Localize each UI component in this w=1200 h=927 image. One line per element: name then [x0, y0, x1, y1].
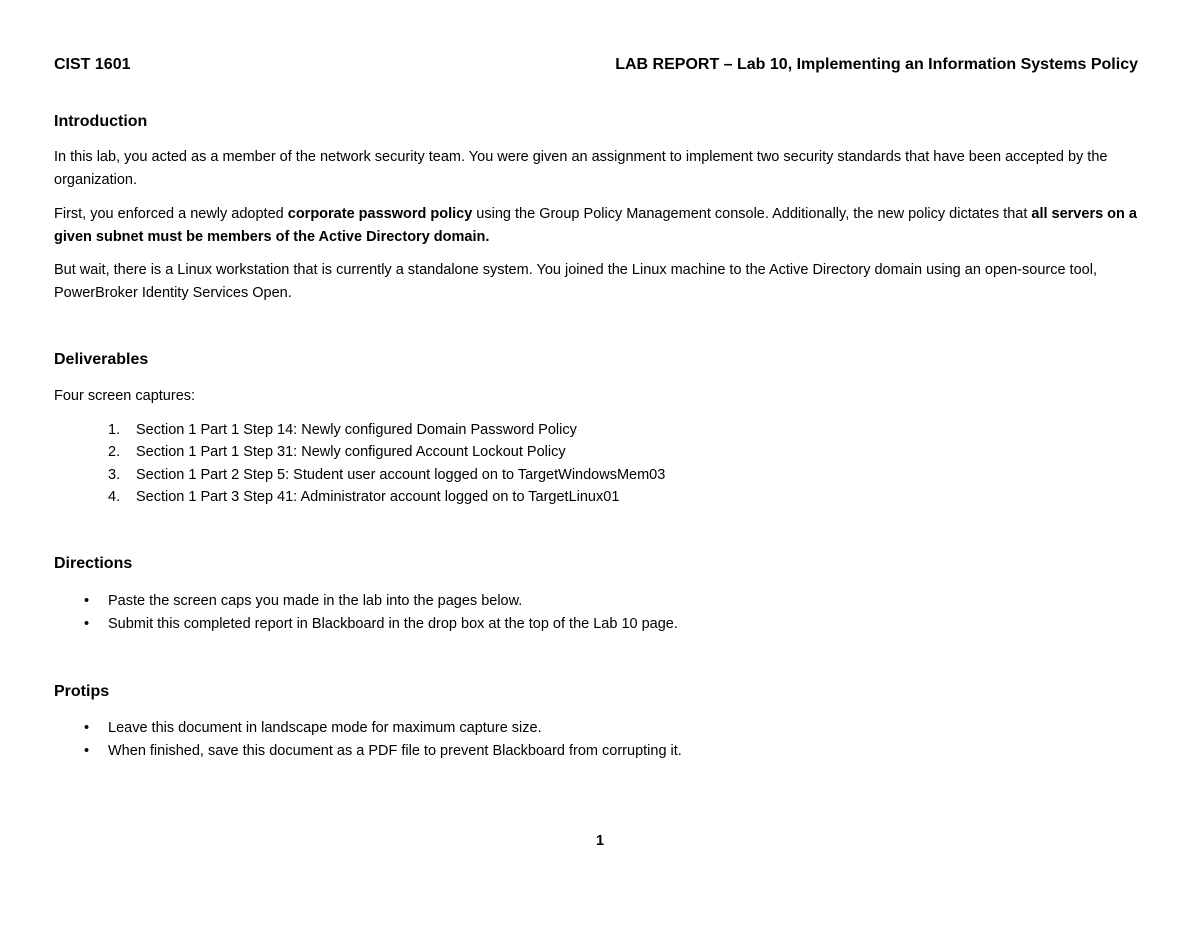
list-item-text: Paste the screen caps you made in the lab into the pages below.	[108, 593, 523, 609]
directions-heading: Directions	[54, 555, 133, 572]
page-header	[54, 56, 1138, 74]
report-title: LAB REPORT – Lab 10, Implementing an Information Systems Policy	[615, 56, 1138, 73]
list-item	[80, 613, 678, 636]
list-item-number: 2.	[108, 444, 121, 461]
introduction-heading: Introduction	[54, 113, 148, 130]
deliverables-list	[108, 419, 665, 508]
para2-text-2: using the Group Policy Management console. Additionally, the new policy dictates that	[472, 206, 1032, 222]
protips-heading: Protips	[54, 683, 110, 700]
list-item-text: Submit this completed report in Blackboard in the drop box at the top of the Lab 10 page.	[108, 616, 678, 632]
list-item	[80, 717, 682, 740]
bullet-icon: •	[84, 743, 90, 759]
bullet-icon: •	[84, 593, 90, 609]
para2-bold-2: all servers on a given subnet must be members of the Active Directory domain.	[54, 206, 1137, 245]
list-item	[108, 419, 665, 441]
deliverables-heading: Deliverables	[54, 351, 149, 368]
list-item	[80, 590, 678, 613]
list-item-number: 4.	[108, 488, 121, 505]
list-item-number: 1.	[108, 422, 121, 438]
protips-list	[80, 717, 682, 763]
page-number: 1	[595, 833, 605, 849]
deliverables-intro: Four screen captures:	[54, 388, 196, 404]
para2-bold-1: corporate password policy	[287, 206, 473, 222]
list-item-text: Section 1 Part 3 Step 41: Administrator account logged on to TargetLinux01	[136, 488, 620, 505]
list-item	[108, 441, 665, 463]
bullet-icon: •	[84, 616, 90, 632]
list-item-number: 3.	[108, 466, 121, 483]
bullet-icon: •	[84, 720, 90, 736]
para2-text-1: First, you enforced a newly adopted	[54, 206, 288, 222]
course-code: CIST 1601	[54, 56, 131, 73]
list-item	[108, 464, 665, 486]
list-item-text: Section 1 Part 2 Step 5: Student user account logged on to TargetWindowsMem03	[136, 466, 666, 483]
list-item	[80, 740, 682, 763]
list-item-text: When finished, save this document as a PDF file to prevent Blackboard from corrupting it.	[108, 743, 682, 759]
list-item-text: Section 1 Part 1 Step 31: Newly configured Account Lockout Policy	[136, 444, 566, 461]
introduction-paragraph-3: But wait, there is a Linux workstation that is currently a standalone system. You joined the Linux machine to the Active Directory domain using an open-source tool, PowerBroker Identity Services Open.	[54, 262, 1097, 301]
list-item-text: Section 1 Part 1 Step 14: Newly configured Domain Password Policy	[136, 422, 577, 438]
introduction-paragraph-1: In this lab, you acted as a member of the network security team. You were given an assignment to implement two security standards that have been accepted by the organization.	[54, 149, 1108, 188]
directions-list	[80, 590, 678, 636]
introduction-paragraph-2	[54, 203, 1154, 249]
list-item	[108, 486, 665, 508]
list-item-text: Leave this document in landscape mode for maximum capture size.	[108, 720, 542, 736]
